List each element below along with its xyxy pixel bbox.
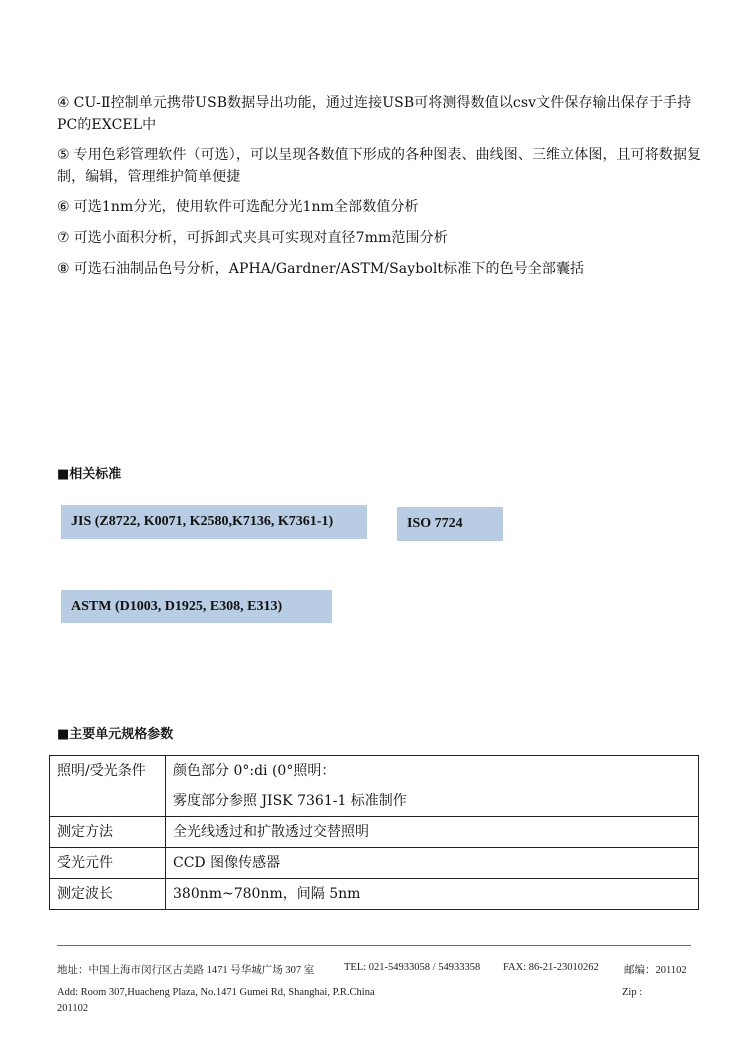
- spec-value-line: 雾度部分参照 JISK 7361-1 标准制作: [173, 793, 407, 809]
- specs-heading: ■主要单元规格参数: [57, 727, 174, 742]
- feature-text: 可选小面积分析，可拆卸式夹具可实现对直径7mm范围分析: [73, 230, 448, 246]
- table-row: [50, 817, 699, 848]
- feature-number: ⑧: [57, 261, 70, 277]
- spec-value: CCD 图像传感器: [166, 848, 699, 879]
- standard-badge-astm: ASTM (D1003, D1925, E308, E313): [61, 590, 332, 623]
- standard-badge-jis: JIS (Z8722, K0071, K2580,K7136, K7361-1): [61, 505, 367, 539]
- table-row: [50, 756, 699, 817]
- footer-en-address: Add: Room 307,Huacheng Plaza, No.1471 Gumei Rd, Shanghai, P.R.China: [57, 987, 375, 998]
- footer-zip-value: 201102: [57, 1003, 89, 1014]
- feature-item-7: [57, 227, 707, 249]
- table-row: [50, 848, 699, 879]
- footer-cn-address: 地址：中国上海市闵行区古美路 1471 号华城广场 307 室: [57, 965, 315, 976]
- feature-item-4: [57, 92, 707, 136]
- footer-fax: FAX: 86-21-23010262: [503, 962, 599, 973]
- specs-table: [49, 755, 699, 910]
- feature-item-5: [57, 144, 707, 188]
- table-row: [50, 879, 699, 910]
- feature-text: 可选1nm分光，使用软件可选配分光1nm全部数值分析: [73, 199, 419, 215]
- standard-badge-iso: ISO 7724: [397, 507, 503, 541]
- feature-item-8: [57, 258, 707, 280]
- feature-number: ⑤: [57, 147, 70, 163]
- standards-heading: ■相关标准: [57, 467, 122, 482]
- footer-postcode: 邮编：201102: [624, 965, 687, 976]
- feature-text: 专用色彩管理软件（可选），可以呈现各数值下形成的各种图表、曲线图、三维立体图，且可将数据复制，编辑，管理维护简单便捷: [57, 147, 702, 185]
- spec-label: 测定波长: [50, 879, 166, 910]
- footer-divider: [57, 945, 691, 946]
- spec-value: 380nm~780nm，间隔 5nm: [166, 879, 699, 910]
- feature-number: ④: [57, 95, 70, 111]
- spec-label: 照明/受光条件: [50, 756, 166, 817]
- spec-value-line: 颜色部分 0°:di (0°照明：: [173, 763, 336, 779]
- feature-text: CU-Ⅱ控制单元携带USB数据导出功能，通过连接USB可将测得数值以csv文件保存输出保存于手持PC的EXCEL中: [57, 95, 692, 133]
- feature-item-6: [57, 196, 707, 218]
- footer-tel: TEL: 021-54933058 / 54933358: [344, 962, 481, 973]
- feature-number: ⑦: [57, 230, 70, 246]
- spec-value: [166, 756, 699, 817]
- spec-label: 受光元件: [50, 848, 166, 879]
- spec-label: 测定方法: [50, 817, 166, 848]
- spec-value: 全光线透过和扩散透过交替照明: [166, 817, 699, 848]
- footer-zip-label: Zip :: [622, 987, 643, 998]
- feature-text: 可选石油制品色号分析，APHA/Gardner/ASTM/Saybolt标准下的色号全部囊括: [73, 261, 585, 277]
- feature-number: ⑥: [57, 199, 70, 215]
